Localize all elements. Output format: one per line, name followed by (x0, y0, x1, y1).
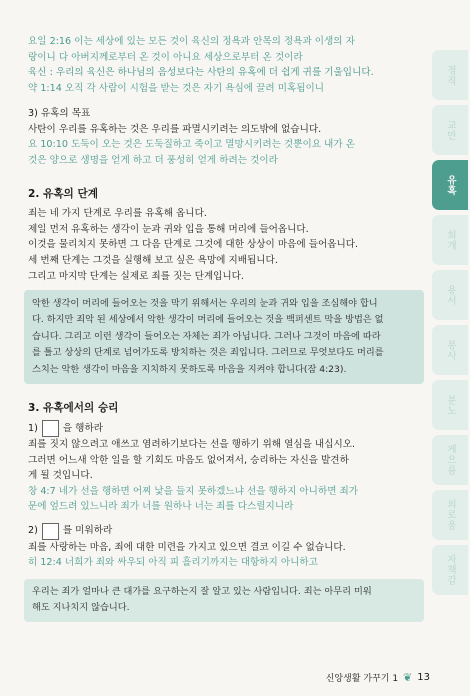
page-number: 13 (417, 672, 430, 683)
item2-label: 를 미워하라 (62, 525, 113, 537)
section2-heading: 2. 유혹의 단계 (28, 188, 98, 201)
section2-line: 죄는 네 가지 단계로 우리를 유혹해 옵니다. (28, 208, 207, 220)
tab-repentance[interactable]: 회개 (432, 215, 468, 265)
verse-genesis-4-7-line2: 문에 엎드려 있느니라 죄가 너를 원하나 너는 죄를 다스릴지니라 (28, 501, 294, 513)
section2-line: 세 번째 단계는 그것을 실행해 보고 싶은 욕망에 지배됩니다. (28, 255, 278, 266)
box-line: 해도 지나치지 않습니다. (32, 602, 130, 614)
flesh-note: 육신 : 우리의 육신은 하나님의 음성보다는 사탄의 유혹에 더 쉽게 귀를 기울입니다. (28, 67, 374, 79)
item1-number: 1) (28, 422, 38, 434)
tab-honesty[interactable]: 정직 (432, 50, 468, 100)
section2-line: 그리고 마지막 단계는 실제로 죄를 짓는 단계입니다. (28, 270, 244, 282)
box-line: 스치는 악한 생각이 마음을 지치하지 못하도록 마음을 지켜야 합니다(잠 4:23). (32, 363, 347, 375)
tab-pride[interactable]: 교만 (432, 105, 468, 155)
tab-forgiveness[interactable]: 용서 (432, 270, 468, 320)
item1-label: 을 행하라 (62, 422, 103, 434)
item2-blank-box[interactable] (42, 523, 59, 540)
section3-note-box (24, 579, 424, 622)
verse-1john-2-16-line1: 요일 2:16 이는 세상에 있는 모든 것이 육신의 정욕과 안목의 정욕과 이생의 자 (28, 36, 355, 47)
item1-row (28, 420, 418, 437)
item1-line: 죄를 짓지 않으려고 애쓰고 염려하기보다는 선을 행하기 위해 열심을 내십시오. (28, 439, 356, 451)
side-tabs (432, 50, 470, 600)
item2-line: 죄를 사랑하는 마음, 죄에 대한 미련을 가지고 있으면 결코 이길 수 없습니다. (28, 541, 346, 553)
book-title: 신앙생활 가꾸기 1 (325, 674, 399, 684)
tab-laziness[interactable]: 게으름 (432, 435, 468, 485)
box-line: 다. 하지만 죄악 된 세상에서 악한 생각이 머리에 들어오는 것을 백퍼센트 막을 방법은 없 (32, 314, 384, 326)
verse-1john-2-16-line2: 랑이니 다 아버지께로부터 온 것이 아니요 세상으로부터 온 것이라 (28, 51, 303, 63)
leaf-logo-icon: ❦ (403, 671, 413, 684)
page-footer (326, 671, 430, 684)
section2-line: 제일 먼저 유혹하는 생각이 눈과 귀와 입을 통해 머리에 들어옵니다. (28, 223, 309, 235)
box-line: 습니다. 그리고 이런 생각이 들어오는 자체는 죄가 아닙니다. 그러나 그것이 마음에 따라 (32, 330, 381, 342)
item1-blank-box[interactable] (42, 420, 59, 437)
item1-line: 그러면 어느새 악한 일을 할 기회도 마음도 없어져서, 승리하는 자신을 발견하 (28, 454, 349, 466)
tab-temptation[interactable]: 유혹 (432, 160, 468, 210)
purpose-heading: 3) 유혹의 목표 (28, 108, 91, 120)
box-line: 악한 생각이 머리에 들어오는 것을 막기 위해서는 우리의 눈과 귀와 입을 조심해야 합니 (32, 298, 378, 310)
verse-james-1-14: 약 1:14 오직 각 사람이 시험을 받는 것은 자기 욕심에 끌려 미혹됨이니 (28, 82, 325, 94)
tab-anger[interactable]: 분노 (432, 380, 468, 430)
tab-self-blame[interactable]: 자책감 (432, 545, 468, 595)
verse-john-10-10-line2: 것은 양으로 생명을 얻게 하고 더 풍성히 얻게 하려는 것이라 (28, 154, 278, 166)
verse-john-10-10-line1: 요 10:10 도둑이 오는 것은 도둑질하고 죽이고 멸망시키려는 것뿐이요 내가 온 (28, 139, 355, 151)
section2-note-box (24, 290, 424, 384)
box-line: 를 틀고 상상의 단계로 넘어가도록 방치하는 것은 죄입니다. 그러므로 무엇보다도 머리를 (32, 347, 384, 359)
item2-row (28, 523, 418, 540)
section3-heading: 3. 유혹에서의 승리 (28, 401, 119, 414)
section2-line: 이것을 물리치지 못하면 그 다음 단계로 그것에 대한 상상이 마음에 들어옵니다. (28, 239, 359, 251)
item2-number: 2) (28, 525, 38, 537)
verse-hebrews-12-4: 히 12:4 너희가 죄와 싸우되 아직 피 흘리기까지는 대항하지 아니하고 (28, 557, 318, 569)
tab-loneliness[interactable]: 외로움 (432, 490, 468, 540)
box-line: 우리는 죄가 얼마나 큰 대가를 요구하는지 잘 알고 있는 사람입니다. 죄는 아무리 미워 (32, 585, 372, 597)
page-content (28, 34, 418, 622)
item1-line: 게 될 것입니다. (28, 470, 93, 482)
tab-service[interactable]: 봉사 (432, 325, 468, 375)
purpose-line: 사탄이 우리를 유혹하는 것은 우리를 파멸시키려는 의도밖에 없습니다. (28, 123, 322, 135)
verse-genesis-4-7-line1: 창 4:7 네가 선을 행하면 어찌 낯을 들지 못하겠느냐 선을 행하지 아니하면 죄가 (28, 485, 359, 497)
